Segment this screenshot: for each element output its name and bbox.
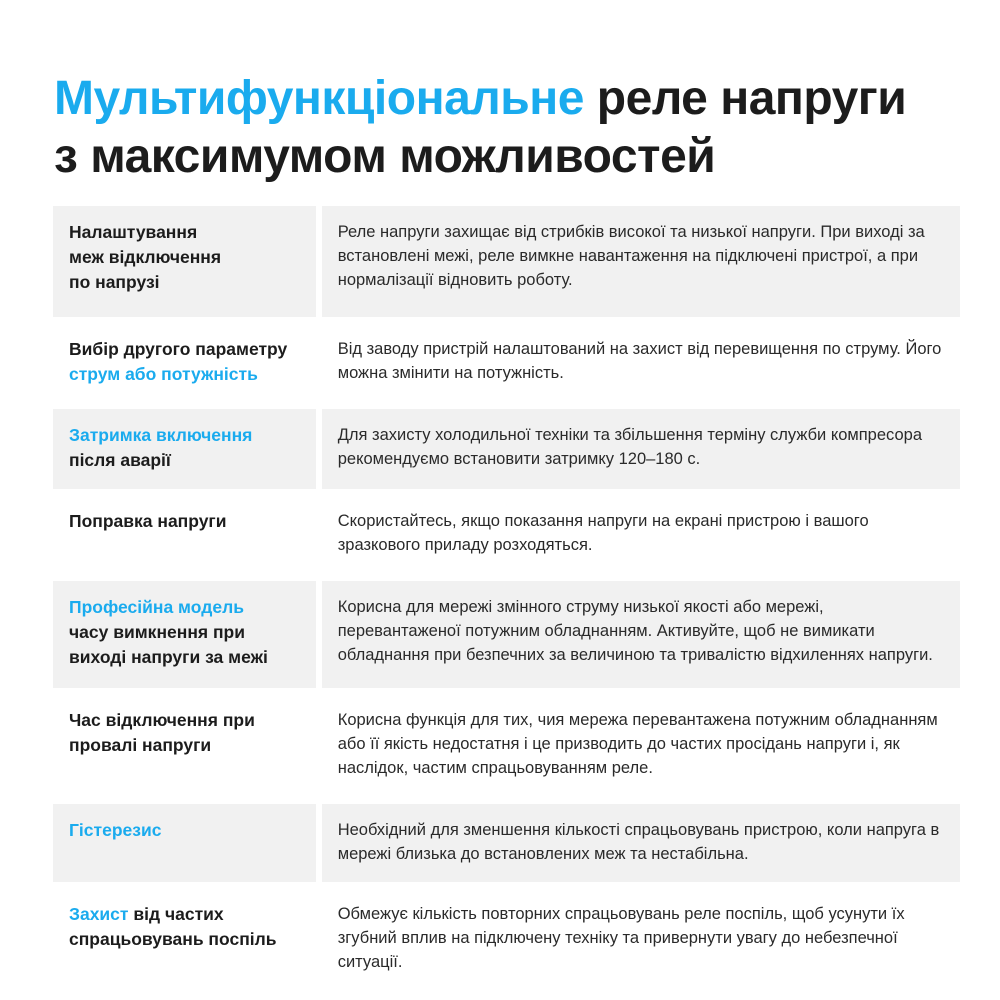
feature-name-line	[69, 733, 306, 758]
feature-name-line	[69, 818, 306, 843]
feature-name-segment: провалі напруги	[69, 735, 212, 755]
feature-name-segment: часу вимкнення при	[69, 622, 245, 642]
feature-row	[53, 206, 960, 317]
feature-name-line	[69, 337, 306, 362]
title-line2: з максимумом можливостей	[54, 130, 716, 183]
feature-name-line	[69, 509, 306, 534]
feature-description: Корисна функція для тих, чия мережа перевантажена потужним обладнанням або її якість недостатня і це призводить до частих просідань напруги і, як наслідок, частим спрацьовуванням реле.	[337, 711, 938, 777]
features-table	[53, 206, 960, 996]
feature-name-line	[69, 448, 306, 473]
feature-name	[53, 206, 316, 317]
feature-name-segment: меж відключення	[69, 247, 222, 267]
feature-name-segment: Поправка напруги	[69, 511, 227, 531]
feature-name-segment: спрацьовувань поспіль	[69, 929, 277, 949]
feature-name-segment: виході напруги за межі	[69, 647, 268, 667]
feature-name-segment: від частих	[128, 904, 224, 924]
feature-name-line	[69, 708, 306, 733]
feature-description: Реле напруги захищає від стрибків високої та низької напруги. При виході за встановлені межі, реле вимкне навантаження на підключені пристрої, а при нормалізації відновить роботу.	[322, 206, 960, 317]
feature-name-segment: Професійна модель	[69, 597, 244, 617]
feature-name-line	[69, 595, 306, 620]
feature-name	[53, 888, 316, 990]
feature-name-segment: Вибір другого параметру	[69, 339, 288, 359]
feature-row	[53, 581, 960, 688]
feature-name-segment: Налаштування	[69, 222, 198, 242]
feature-row	[53, 323, 960, 403]
feature-name-line	[69, 927, 306, 952]
feature-name-line	[69, 902, 306, 927]
feature-name-line	[69, 245, 306, 270]
feature-row	[53, 409, 960, 489]
feature-name	[53, 581, 316, 688]
feature-description: Скористайтесь, якщо показання напруги на екрані пристрою і вашого зразкового приладу розходяться.	[337, 512, 869, 554]
feature-name-segment: Час відключення при	[69, 710, 255, 730]
feature-description: Для захисту холодильної техніки та збільшення терміну служби компресора рекомендуємо встановити затримку 120–180 с.	[322, 409, 960, 489]
feature-name-line	[69, 362, 306, 387]
feature-name	[53, 409, 316, 489]
feature-name-segment: Захист	[69, 904, 129, 924]
feature-description: Необхідний для зменшення кількості спрацьовувань пристрою, коли напруга в мережі близька до встановлених меж та нестабільна.	[322, 804, 960, 882]
feature-description: Від заводу пристрій налаштований на захист від перевищення по струму. Його можна змінити на потужність.	[337, 340, 942, 382]
feature-name	[53, 694, 316, 798]
feature-row	[53, 495, 960, 575]
feature-name-line	[69, 220, 306, 245]
title-accent: Мультифункціональне	[54, 72, 584, 125]
title-rest: реле напруги	[583, 72, 907, 125]
feature-name	[53, 495, 316, 575]
feature-name-line	[69, 270, 306, 295]
feature-name-segment: Затримка включення	[69, 425, 253, 445]
feature-name-line	[69, 645, 306, 670]
feature-row	[53, 888, 960, 990]
feature-name	[53, 323, 316, 403]
feature-name-segment: Гістерезис	[69, 820, 162, 840]
feature-description: Корисна для мережі змінного струму низької якості або мережі, перевантаженої потужним обладнанням. Активуйте, щоб не вимикати обладнання при безпечних за величиною та тривалістю відхиленнях напруги.	[322, 581, 960, 688]
feature-row	[53, 804, 960, 882]
feature-name-line	[69, 423, 306, 448]
feature-row	[53, 694, 960, 798]
feature-name-line	[69, 620, 306, 645]
feature-name-segment: струм або потужність	[69, 364, 258, 384]
feature-name-segment: після аварії	[69, 450, 171, 470]
feature-name	[53, 804, 316, 882]
feature-name-segment: по напрузі	[69, 272, 160, 292]
feature-description: Обмежує кількість повторних спрацьовувань реле поспіль, щоб усунути їх згубний вплив на підключену техніку та привернути увагу до небезпечної ситуації.	[337, 905, 905, 971]
page-title	[54, 70, 984, 186]
